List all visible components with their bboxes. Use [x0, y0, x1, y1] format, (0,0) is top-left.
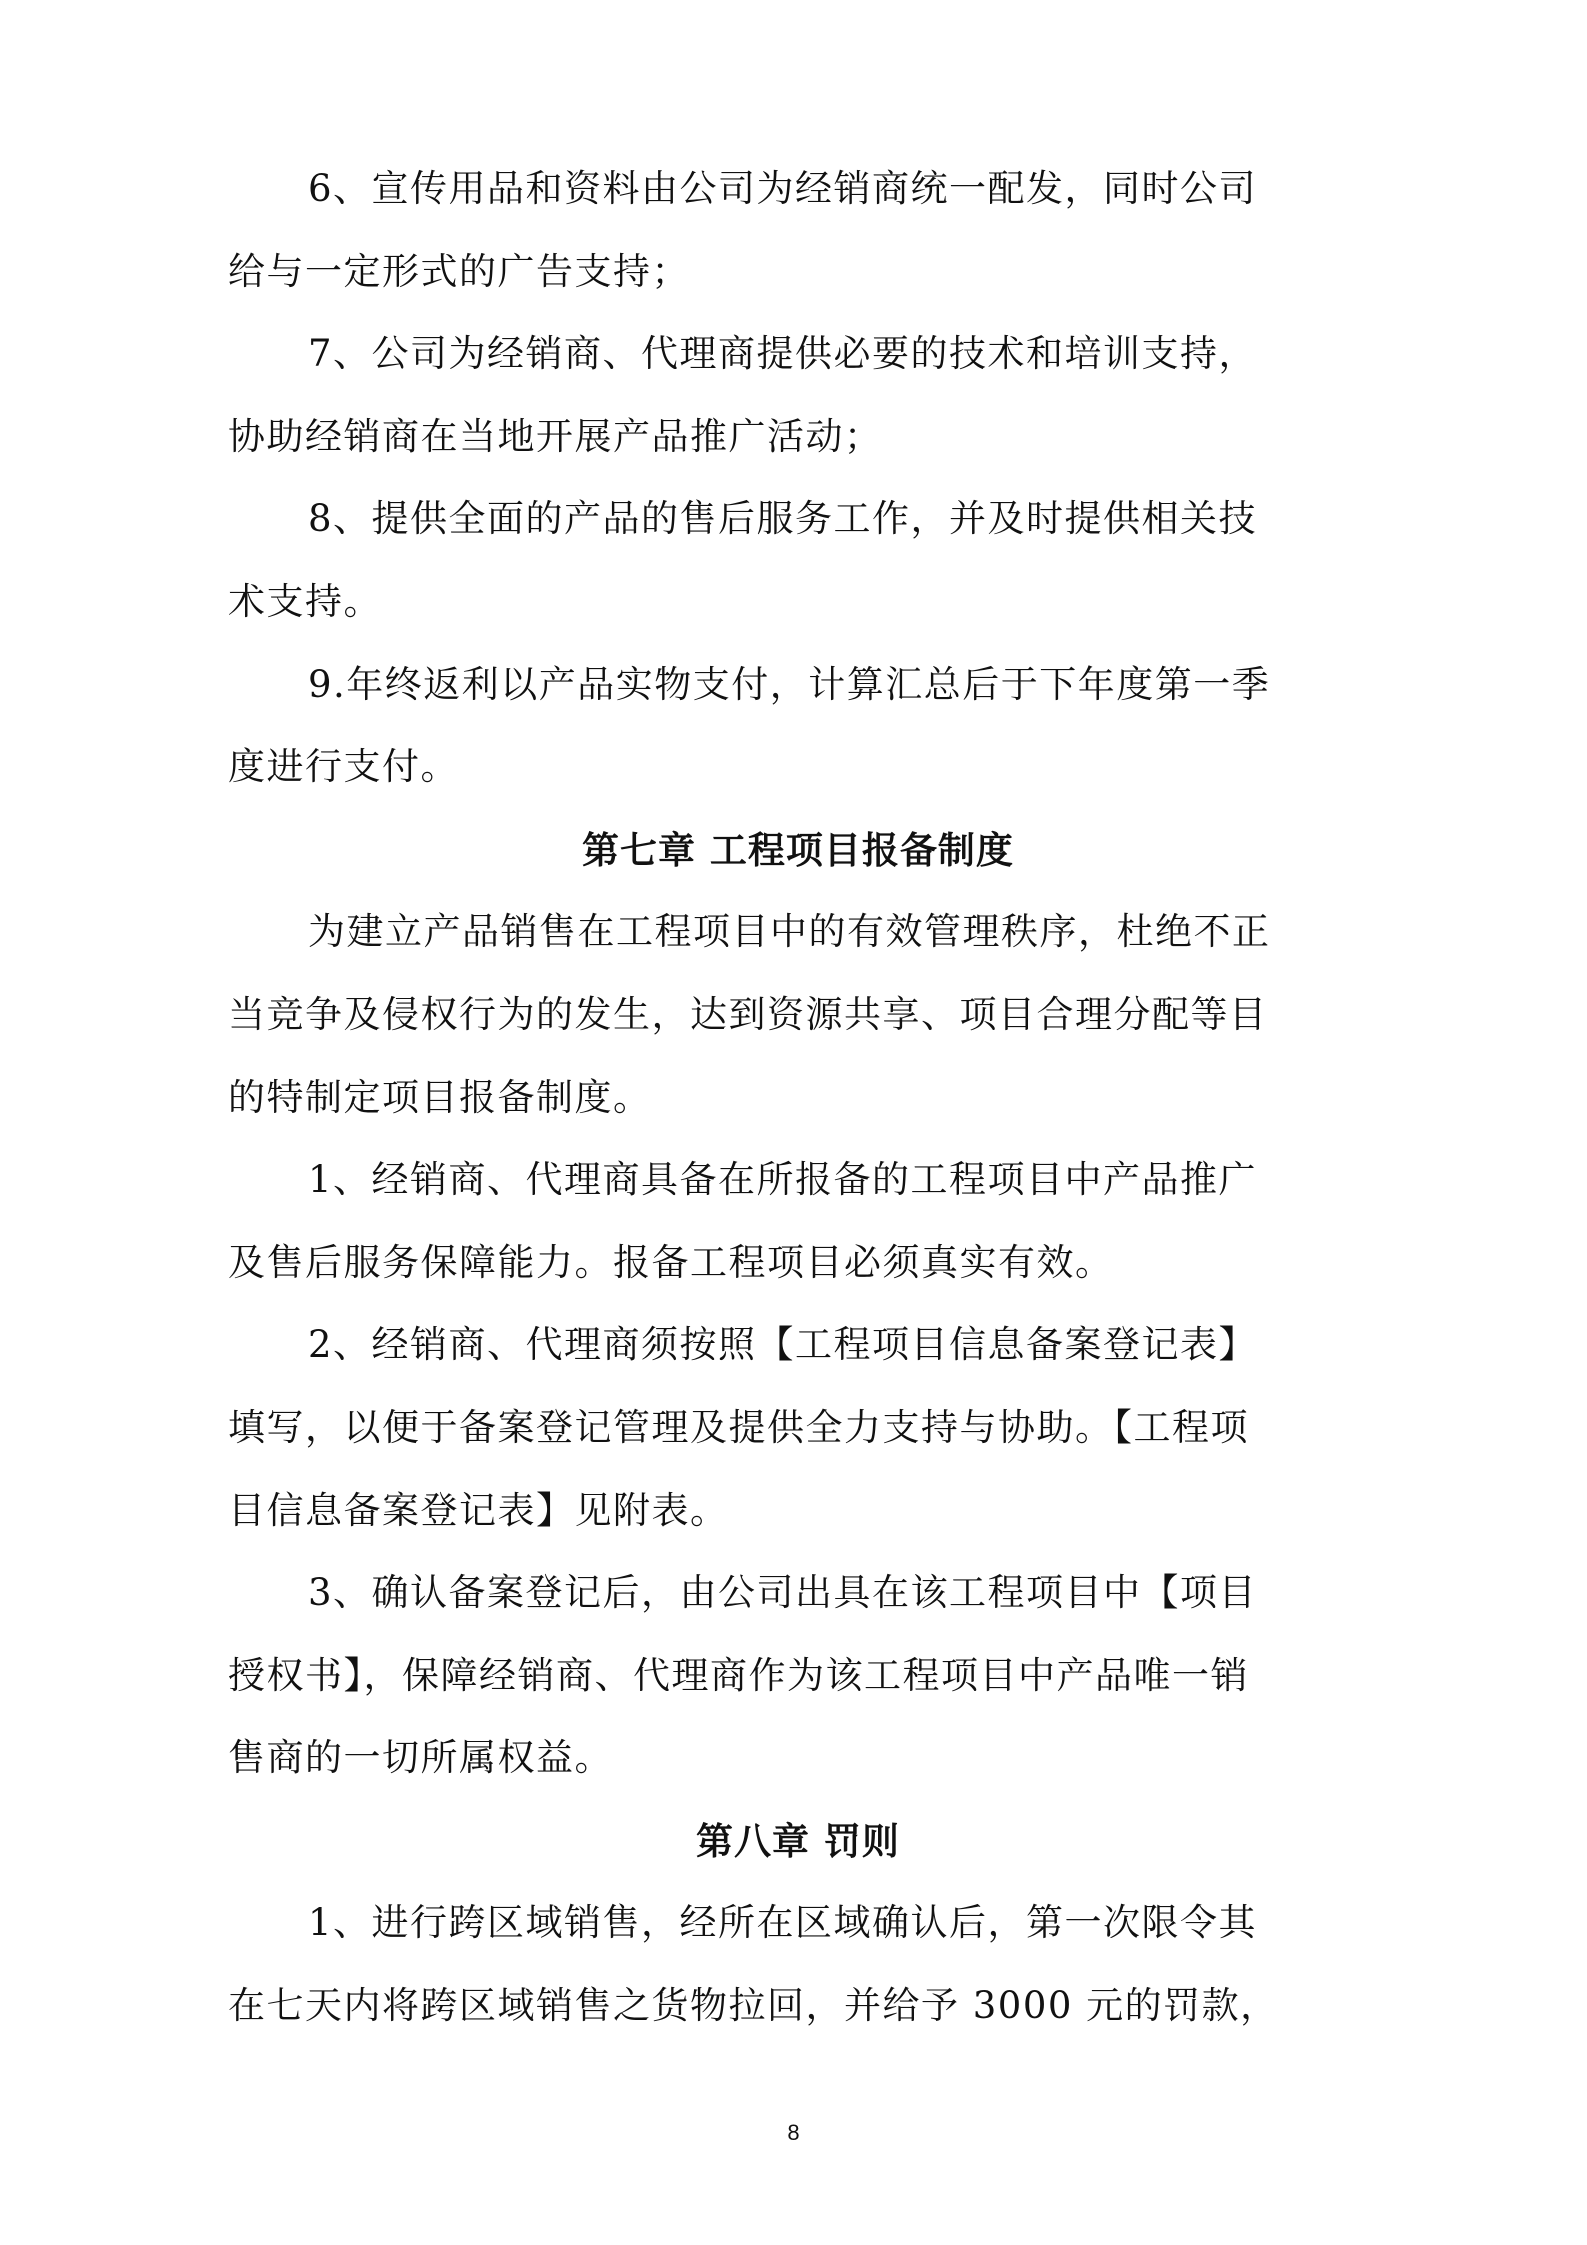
paragraph-line: 1、进行跨区域销售，经所在区域确认后，第一次限令其 — [308, 1901, 1258, 1945]
paragraph-line: 目信息备案登记表】见附表。 — [228, 1488, 729, 1532]
paragraph-line: 2、经销商、代理商须按照【工程项目信息备案登记表】 — [308, 1323, 1258, 1367]
paragraph-line: 术支持。 — [228, 579, 382, 623]
paragraph-line: 6、宣传用品和资料由公司为经销商统一配发，同时公司 — [308, 167, 1258, 210]
paragraph-line: 为建立产品销售在工程项目中的有效管理秩序，杜绝不正 — [308, 910, 1271, 954]
chapter-heading: 第八章 罚则 — [696, 1818, 900, 1863]
paragraph-line: 授权书】，保障经销商、代理商作为该工程项目中产品唯一销 — [228, 1653, 1249, 1697]
chapter-heading: 第七章 工程项目报备制度 — [582, 827, 1014, 872]
paragraph-line: 7、公司为经销商、代理商提供必要的技术和培训支持， — [308, 332, 1258, 376]
paragraph-line: 填写，以便于备案登记管理及提供全力支持与协助。【工程项 — [228, 1405, 1249, 1449]
paragraph-line: 及售后服务保障能力。报备工程项目必须真实有效。 — [228, 1240, 1114, 1284]
paragraph-line: 度进行支付。 — [228, 745, 459, 789]
paragraph-line: 在七天内将跨区域销售之货物拉回，并给予 3000 元的罚款， — [228, 1984, 1279, 2028]
paragraph-line: 1、经销商、代理商具备在所报备的工程项目中产品推广 — [308, 1158, 1258, 1202]
paragraph-line: 9.年终返利以产品实物支付，计算汇总后于下年度第一季 — [308, 662, 1271, 706]
paragraph-line: 8、提供全面的产品的售后服务工作，并及时提供相关技 — [308, 497, 1258, 541]
paragraph-line: 售商的一切所属权益。 — [228, 1736, 613, 1780]
page-number: 8 — [787, 2120, 800, 2145]
document-body — [228, 148, 1368, 2048]
paragraph-line: 协助经销商在当地开展产品推广活动； — [228, 414, 883, 458]
paragraph-line: 当竞争及侵权行为的发生，达到资源共享、项目合理分配等目 — [228, 992, 1268, 1036]
paragraph-line: 给与一定形式的广告支持； — [228, 249, 690, 293]
paragraph-line: 的特制定项目报备制度。 — [228, 1075, 652, 1119]
paragraph-line: 3、确认备案登记后，由公司出具在该工程项目中【项目 — [308, 1571, 1258, 1615]
